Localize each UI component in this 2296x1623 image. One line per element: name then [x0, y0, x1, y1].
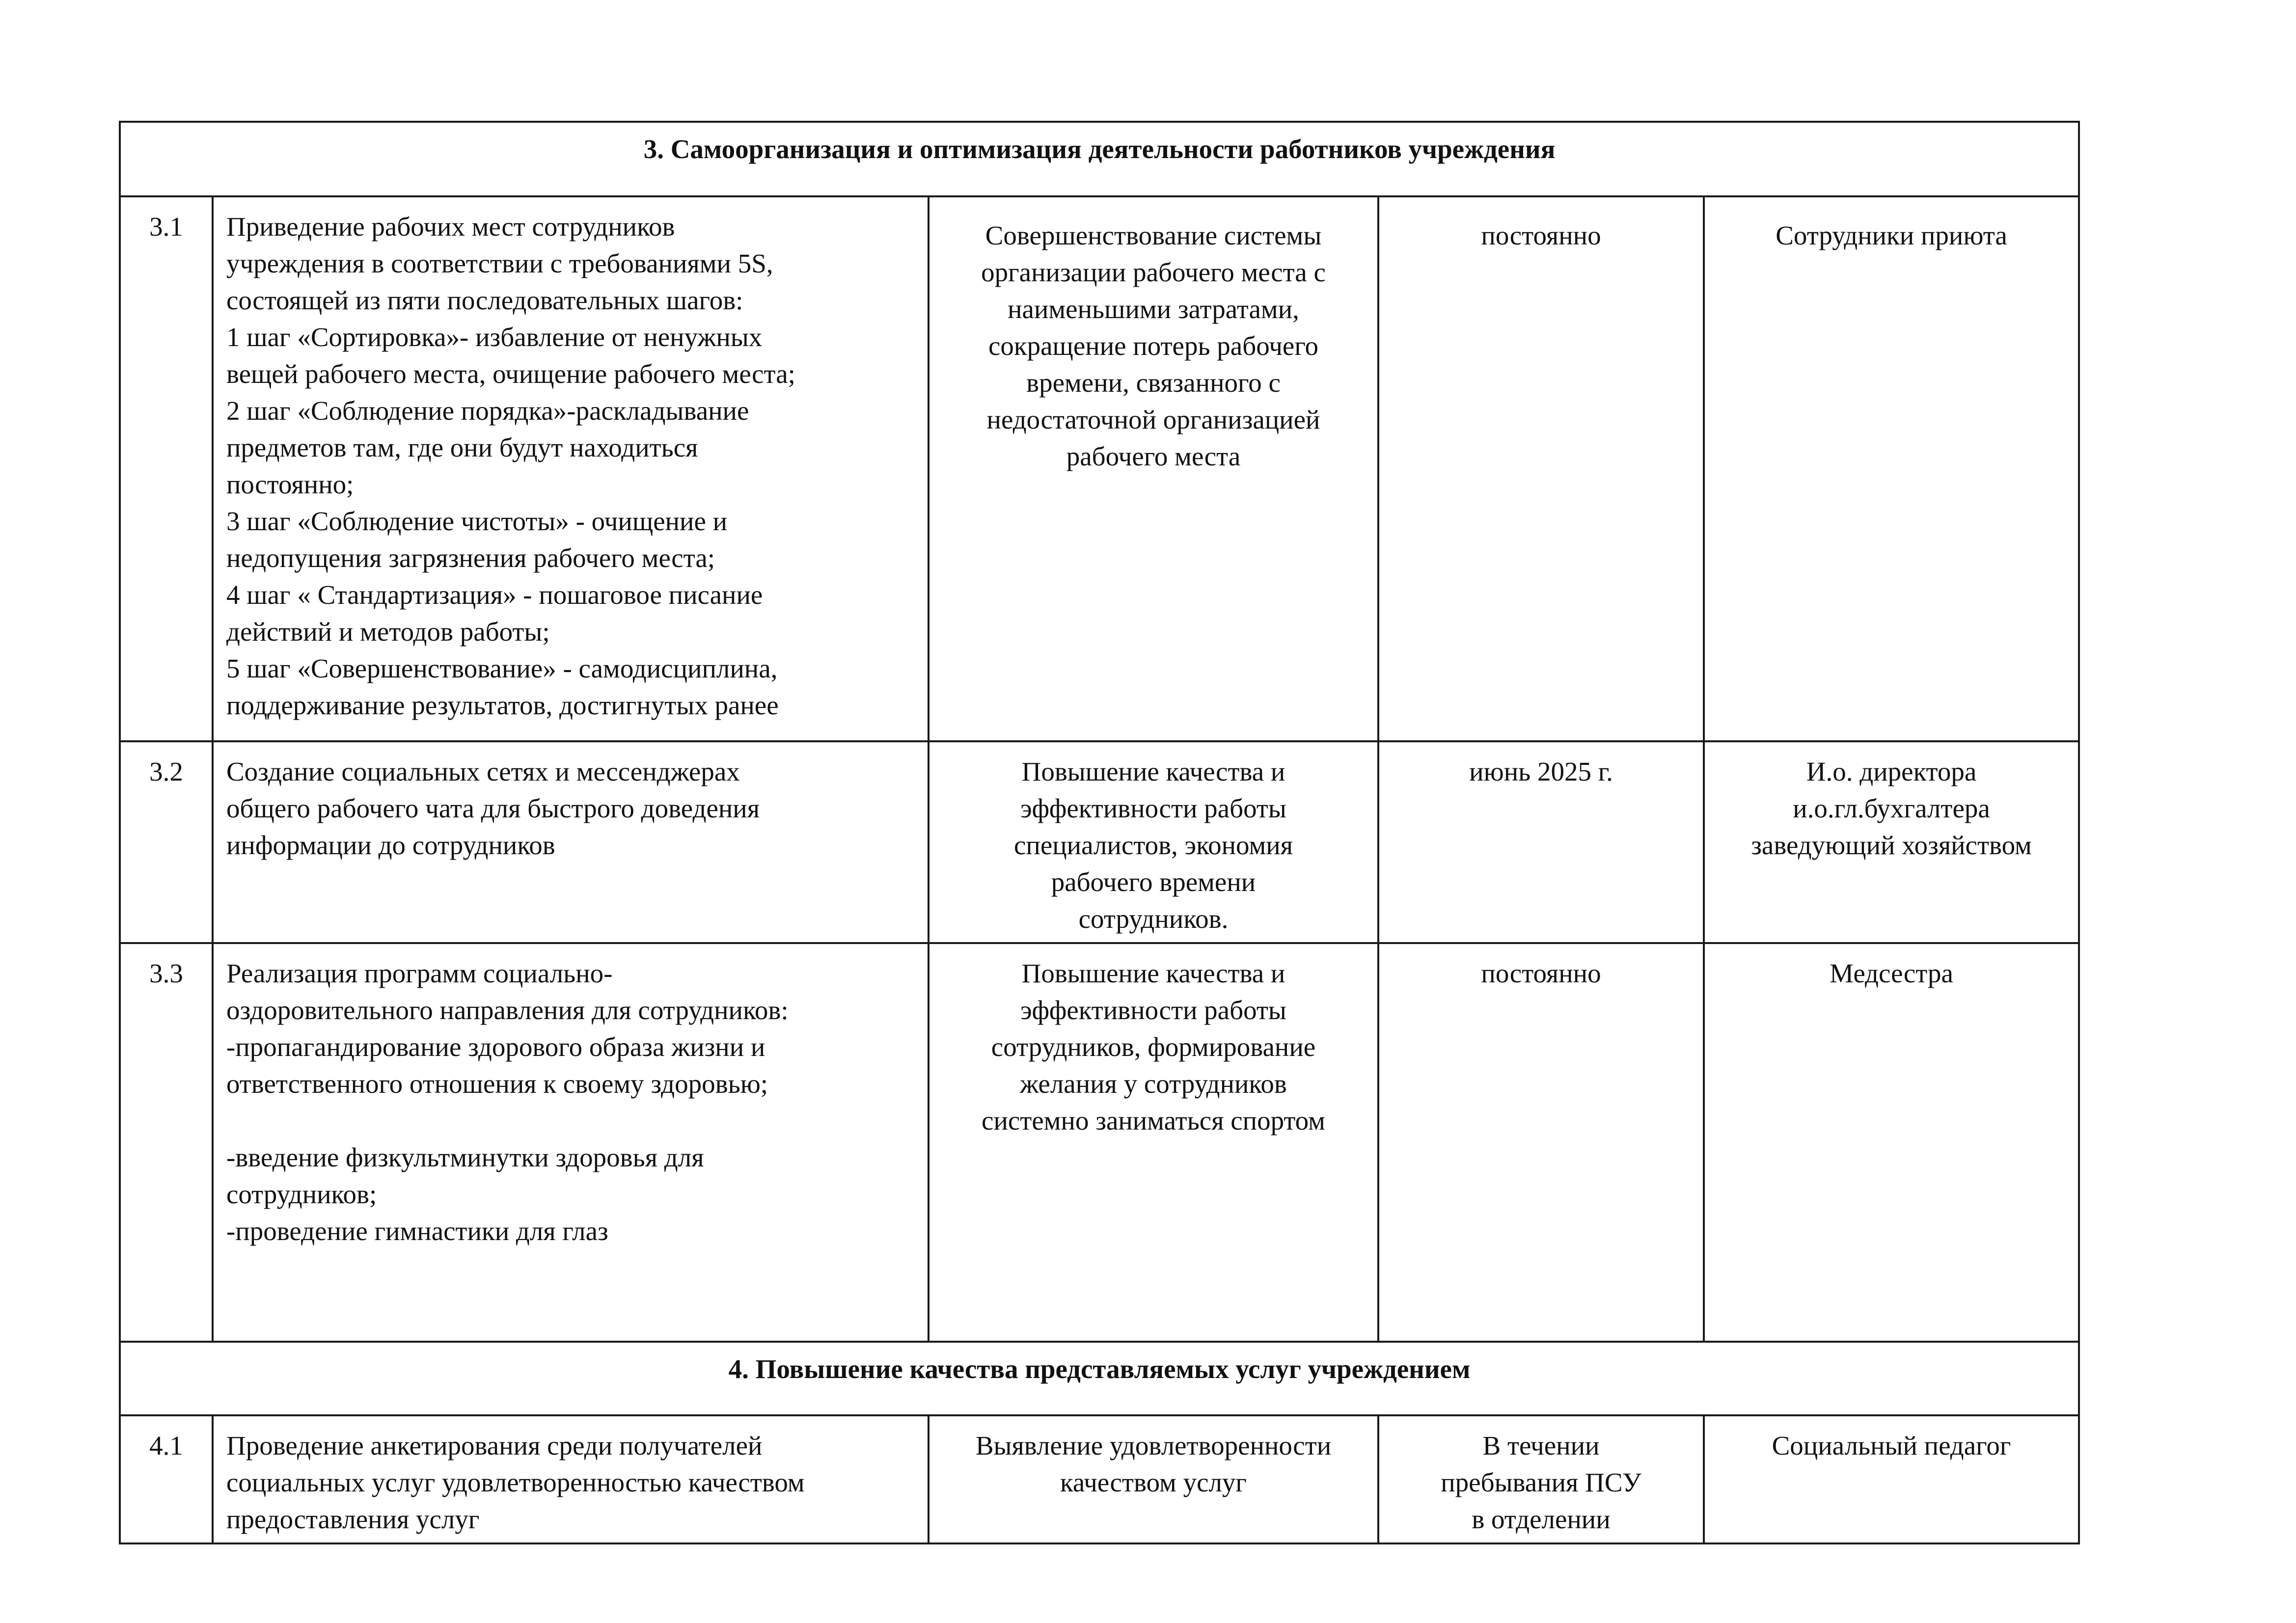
- activity-line: общего рабочего чата для быстрого доведения: [226, 793, 760, 823]
- activity-line: оздоровительного направления для сотрудников:: [226, 995, 789, 1025]
- activity-line: 2 шаг «Соблюдение порядка»-раскладывание: [226, 396, 749, 426]
- responsible-cell: [1704, 943, 2079, 1342]
- activity-line: состоящей из пяти последовательных шагов:: [226, 285, 743, 315]
- result-line: недостаточной организацией: [986, 405, 1320, 434]
- activity-line: 5 шаг «Совершенствование» - самодисциплина,: [226, 653, 778, 683]
- responsible-cell: [1704, 196, 2079, 741]
- result-line: времени, связанного с: [1026, 368, 1281, 398]
- activity-line: 1 шаг «Сортировка»- избавление от ненужных: [226, 322, 763, 352]
- term-line: пребывания ПСУ: [1441, 1467, 1641, 1497]
- activity-cell: [213, 943, 929, 1342]
- activity-line: -пропагандирование здорового образа жизни и: [226, 1032, 765, 1062]
- row-number: 3.3: [120, 943, 213, 1342]
- result-line: рабочего времени: [1051, 867, 1256, 897]
- activity-line: 3 шаг «Соблюдение чистоты» - очищение и: [226, 506, 728, 536]
- table-row: [120, 1415, 2079, 1543]
- result-line: Выявление удовлетворенности: [975, 1431, 1332, 1461]
- term-line: постоянно: [1481, 220, 1601, 250]
- result-line: наименьшими затратами,: [1008, 294, 1299, 324]
- activity-line: недопущения загрязнения рабочего места;: [226, 543, 715, 573]
- result-line: сотрудников, формирование: [991, 1032, 1316, 1062]
- activity-line: Реализация программ социально-: [226, 958, 613, 988]
- table-row: [120, 196, 2079, 741]
- activity-line: 4 шаг « Стандартизация» - пошаговое писание: [226, 580, 763, 610]
- activity-line: -введение физкультминутки здоровья для: [226, 1142, 704, 1172]
- activity-line: сотрудников;: [226, 1179, 377, 1209]
- term-line: в отделении: [1472, 1504, 1611, 1534]
- responsible-line: и.о.гл.бухгалтера: [1793, 793, 1990, 823]
- activity-line: Создание социальных сетях и мессенджерах: [226, 757, 740, 786]
- activity-cell: [213, 1415, 929, 1543]
- activity-blank-line: [226, 1102, 915, 1139]
- activity-line: вещей рабочего места, очищение рабочего места;: [226, 359, 795, 389]
- activity-line: действий и методов работы;: [226, 617, 550, 647]
- activity-line: информации до сотрудников: [226, 830, 555, 860]
- activity-line: социальных услуг удовлетворенностью качеством: [226, 1467, 805, 1497]
- section-title: 3. Самоорганизация и оптимизация деятельности работников учреждения: [120, 122, 2079, 196]
- section-header-row: [120, 1342, 2079, 1415]
- result-line: сокращение потерь рабочего: [988, 331, 1319, 361]
- table-row: [120, 741, 2079, 943]
- responsible-line: И.о. директора: [1806, 757, 1977, 786]
- row-number: 4.1: [120, 1415, 213, 1543]
- row-number: 3.1: [120, 196, 213, 741]
- activity-line: поддерживание результатов, достигнутых ранее: [226, 690, 779, 720]
- result-line: Совершенствование системы: [985, 220, 1322, 250]
- activity-line: Проведение анкетирования среди получателей: [226, 1431, 763, 1461]
- result-cell: [929, 741, 1378, 943]
- result-line: эффективности работы: [1020, 995, 1286, 1025]
- responsible-line: Медсестра: [1830, 958, 1953, 988]
- result-cell: [929, 1415, 1378, 1543]
- table-row: [120, 943, 2079, 1342]
- activity-cell: [213, 741, 929, 943]
- activity-line: постоянно;: [226, 469, 354, 499]
- responsible-cell: [1704, 1415, 2079, 1543]
- result-line: организации рабочего места с: [981, 257, 1326, 287]
- result-line: желания у сотрудников: [1020, 1069, 1287, 1099]
- result-line: качеством услуг: [1060, 1467, 1247, 1497]
- term-line: В течении: [1482, 1431, 1600, 1461]
- activity-cell: [213, 196, 929, 741]
- term-cell: [1378, 1415, 1704, 1543]
- term-cell: [1378, 741, 1704, 943]
- result-line: Повышение качества и: [1021, 958, 1285, 988]
- result-line: эффективности работы: [1020, 793, 1286, 823]
- responsible-line: заведующий хозяйством: [1751, 830, 2032, 860]
- section-title: 4. Повышение качества представляемых услуг учреждением: [120, 1342, 2079, 1415]
- term-cell: [1378, 943, 1704, 1342]
- result-cell: [929, 943, 1378, 1342]
- responsible-line: Сотрудники приюта: [1776, 220, 2007, 250]
- result-line: сотрудников.: [1078, 904, 1229, 934]
- activity-line: учреждения в соответствии с требованиями 5S,: [226, 248, 773, 278]
- plan-table: [119, 121, 2080, 1544]
- result-line: рабочего места: [1066, 441, 1241, 471]
- responsible-cell: [1704, 741, 2079, 943]
- row-number: 3.2: [120, 741, 213, 943]
- result-line: Повышение качества и: [1021, 757, 1285, 786]
- activity-line: Приведение рабочих мест сотрудников: [226, 212, 675, 242]
- result-line: специалистов, экономия: [1013, 830, 1293, 860]
- activity-line: -проведение гимнастики для глаз: [226, 1216, 608, 1246]
- term-cell: [1378, 196, 1704, 741]
- activity-line: предметов там, где они будут находиться: [226, 433, 698, 462]
- activity-line: ответственного отношения к своему здоровью;: [226, 1069, 768, 1099]
- section-header-row: [120, 122, 2079, 196]
- term-line: июнь 2025 г.: [1469, 757, 1613, 786]
- result-line: системно заниматься спортом: [982, 1106, 1325, 1136]
- activity-line: предоставления услуг: [226, 1504, 480, 1534]
- result-cell: [929, 196, 1378, 741]
- responsible-line: Социальный педагог: [1772, 1431, 2011, 1461]
- term-line: постоянно: [1481, 958, 1601, 988]
